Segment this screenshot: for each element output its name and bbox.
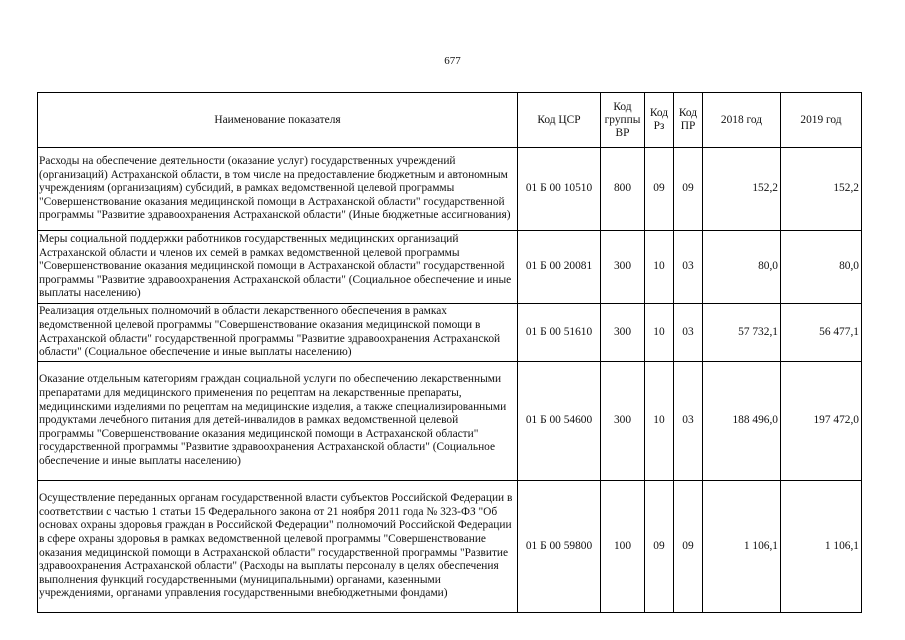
row-name: Расходы на обеспечение деятельности (оказание услуг) государственных учреждений (организаций) Астраханской области, в том числе на предоставление бюджетным и автономным учреждениям (организациям) субсидий, в рамках ведомственной целевой программы "Совершенствование оказания медицинской помощи в Астраханской области" государственной программы "Развитие здравоохранения Астраханской области" (Иные бюджетные ассигнования) bbox=[38, 148, 518, 231]
row-pr: 09 bbox=[674, 148, 703, 231]
table-row bbox=[38, 304, 862, 362]
table-row bbox=[38, 362, 862, 481]
row-2019: 152,2 bbox=[781, 148, 862, 231]
table-row bbox=[38, 148, 862, 231]
row-2019: 80,0 bbox=[781, 231, 862, 304]
header-2018: 2018 год bbox=[703, 93, 781, 148]
table-header-row bbox=[38, 93, 862, 148]
row-pr: 03 bbox=[674, 231, 703, 304]
row-name: Оказание отдельным категориям граждан социальной услуги по обеспечению лекарственными препаратами для медицинского применения по рецептам на лекарственные препараты, медицинскими изделиями по рецептам на медицинские изделия, а также специализированными продуктами лечебного питания для детей-инвалидов в рамках ведомственной целевой программы "Совершенствование оказания медицинской помощи в Астраханской области" государственной программы "Развитие здравоохранения Астраханской области" (Социальное обеспечение и иные выплаты населению) bbox=[38, 362, 518, 481]
table-row bbox=[38, 481, 862, 613]
row-2018: 1 106,1 bbox=[703, 481, 781, 613]
header-pr: Код ПР bbox=[674, 93, 703, 148]
row-csr: 01 Б 00 20081 bbox=[518, 231, 601, 304]
header-2019: 2019 год bbox=[781, 93, 862, 148]
row-vr: 300 bbox=[601, 231, 645, 304]
header-vr: Код группы ВР bbox=[601, 93, 645, 148]
row-csr: 01 Б 00 10510 bbox=[518, 148, 601, 231]
header-name: Наименование показателя bbox=[38, 93, 518, 148]
row-2018: 188 496,0 bbox=[703, 362, 781, 481]
row-vr: 100 bbox=[601, 481, 645, 613]
row-2019: 197 472,0 bbox=[781, 362, 862, 481]
header-csr: Код ЦСР bbox=[518, 93, 601, 148]
row-2019: 56 477,1 bbox=[781, 304, 862, 362]
row-vr: 300 bbox=[601, 362, 645, 481]
row-2018: 80,0 bbox=[703, 231, 781, 304]
row-2018: 57 732,1 bbox=[703, 304, 781, 362]
row-csr: 01 Б 00 54600 bbox=[518, 362, 601, 481]
row-pr: 09 bbox=[674, 481, 703, 613]
row-rz: 10 bbox=[645, 304, 674, 362]
page-number: 677 bbox=[444, 55, 461, 67]
row-name: Осуществление переданных органам государственной власти субъектов Российской Федерации в соответствии с частью 1 статьи 15 Федерального закона от 21 ноября 2011 года № 323-ФЗ "Об основах охраны здоровья граждан в Российской Федерации" полномочий Российской Федерации в сфере охраны здоровья в рамках ведомственной целевой программы "Совершенствование оказания медицинской помощи в Астраханской области" государственной программы "Развитие здравоохранения Астраханской области" (Расходы на выплаты персоналу в целях обеспечения выполнения функций государственными (муниципальными) органами, казенными учреждениями, органами управления государственными внебюджетными фондами) bbox=[38, 481, 518, 613]
table-row bbox=[38, 231, 862, 304]
row-2019: 1 106,1 bbox=[781, 481, 862, 613]
row-2018: 152,2 bbox=[703, 148, 781, 231]
row-rz: 10 bbox=[645, 362, 674, 481]
row-vr: 300 bbox=[601, 304, 645, 362]
budget-table bbox=[37, 92, 862, 613]
row-name: Реализация отдельных полномочий в области лекарственного обеспечения в рамках ведомственной целевой программы "Совершенствование оказания медицинской помощи в Астраханской области" государственной программы "Развитие здравоохранения Астраханской области" (Социальное обеспечение и иные выплаты населению) bbox=[38, 304, 518, 362]
row-pr: 03 bbox=[674, 362, 703, 481]
header-rz: Код Рз bbox=[645, 93, 674, 148]
row-csr: 01 Б 00 51610 bbox=[518, 304, 601, 362]
row-pr: 03 bbox=[674, 304, 703, 362]
row-rz: 09 bbox=[645, 148, 674, 231]
row-csr: 01 Б 00 59800 bbox=[518, 481, 601, 613]
row-vr: 800 bbox=[601, 148, 645, 231]
row-rz: 10 bbox=[645, 231, 674, 304]
row-rz: 09 bbox=[645, 481, 674, 613]
row-name: Меры социальной поддержки работников государственных медицинских организаций Астраханской области и членов их семей в рамках ведомственной целевой программы "Совершенствование оказания медицинской помощи в Астраханской области" государственной программы "Развитие здравоохранения Астраханской области" (Социальное обеспечение и иные выплаты населению) bbox=[38, 231, 518, 304]
